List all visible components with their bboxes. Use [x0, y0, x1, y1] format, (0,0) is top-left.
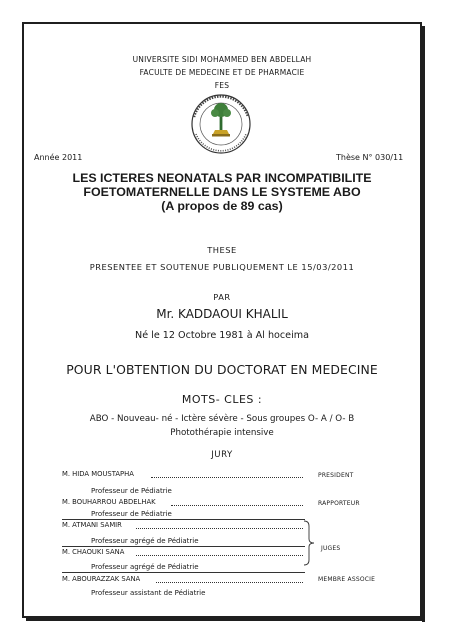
obtention-line: POUR L'OBTENTION DU DOCTORAT EN MEDECINE: [66, 362, 378, 377]
jury-member-name: M. HIDA MOUSTAPHA: [62, 470, 134, 478]
separator-line: [62, 519, 305, 520]
author-birth: Né le 12 Octobre 1981 à Al hoceima: [135, 330, 309, 341]
these-label: THESE: [207, 245, 237, 255]
jury-member-name: M. BOUHARROU ABDELHAK: [62, 498, 156, 506]
keywords-heading: MOTS- CLES :: [181, 393, 263, 406]
thesis-title-line-3: (A propos de 89 cas): [161, 199, 283, 213]
separator-line: [62, 572, 305, 573]
jury-member-name: M. ATMANI SAMIR: [62, 521, 122, 529]
jury-member-role: PRESIDENT: [318, 472, 354, 479]
leader-dots: [136, 528, 303, 529]
leader-dots: [156, 582, 303, 583]
thesis-number: Thèse N° 030/11: [336, 153, 404, 162]
leader-dots: [151, 477, 303, 478]
thesis-title-line-2: FOETOMATERNELLE DANS LE SYSTEME ABO: [83, 185, 361, 199]
juges-brace: [302, 520, 318, 566]
jury-heading: JURY: [211, 450, 233, 460]
keywords-line-1: ABO - Nouveau- né - Ictère sévère - Sous groupes O- A / O- B: [89, 414, 355, 424]
separator-line: [62, 546, 305, 547]
faculty-name: FACULTE DE MEDECINE ET DE PHARMACIE: [139, 68, 305, 77]
jury-member-name: M. CHAOUKI SANA: [62, 548, 125, 556]
author-name: Mr. KADDAOUI KHALIL: [156, 307, 288, 321]
page-border-shadow-right: [422, 26, 425, 622]
university-name: UNIVERSITE SIDI MOHAMMED BEN ABDELLAH: [132, 55, 312, 64]
city-name: FES: [214, 81, 230, 90]
thesis-title-line-1: LES ICTERES NEONATALS PAR INCOMPATIBILITE: [72, 171, 372, 185]
jury-member-title: Professeur agrégé de Pédiatrie: [91, 537, 199, 545]
keywords-line-2: Photothérapie intensive: [170, 428, 274, 438]
thesis-year: Année 2011: [34, 153, 83, 162]
jury-member-title: Professeur de Pédiatrie: [91, 487, 172, 495]
juges-role: JUGES: [321, 545, 341, 552]
leader-dots: [171, 505, 303, 506]
jury-member-title: Professeur de Pédiatrie: [91, 510, 172, 518]
faculty-logo-emblem: [185, 92, 257, 156]
jury-member-name: M. ABOURAZZAK SANA: [62, 575, 141, 583]
jury-member-role: MEMBRE ASSOCIE: [318, 576, 376, 583]
leader-dots: [136, 555, 303, 556]
jury-member-role: RAPPORTEUR: [318, 500, 360, 507]
page-border-shadow-bottom: [26, 618, 425, 621]
jury-member-title: Professeur agrégé de Pédiatrie: [91, 563, 199, 571]
presentation-line: PRESENTEE ET SOUTENUE PUBLIQUEMENT LE 15/03/2011: [89, 262, 355, 272]
par-label: PAR: [213, 292, 231, 302]
jury-member-title: Professeur assistant de Pédiatrie: [91, 589, 206, 597]
